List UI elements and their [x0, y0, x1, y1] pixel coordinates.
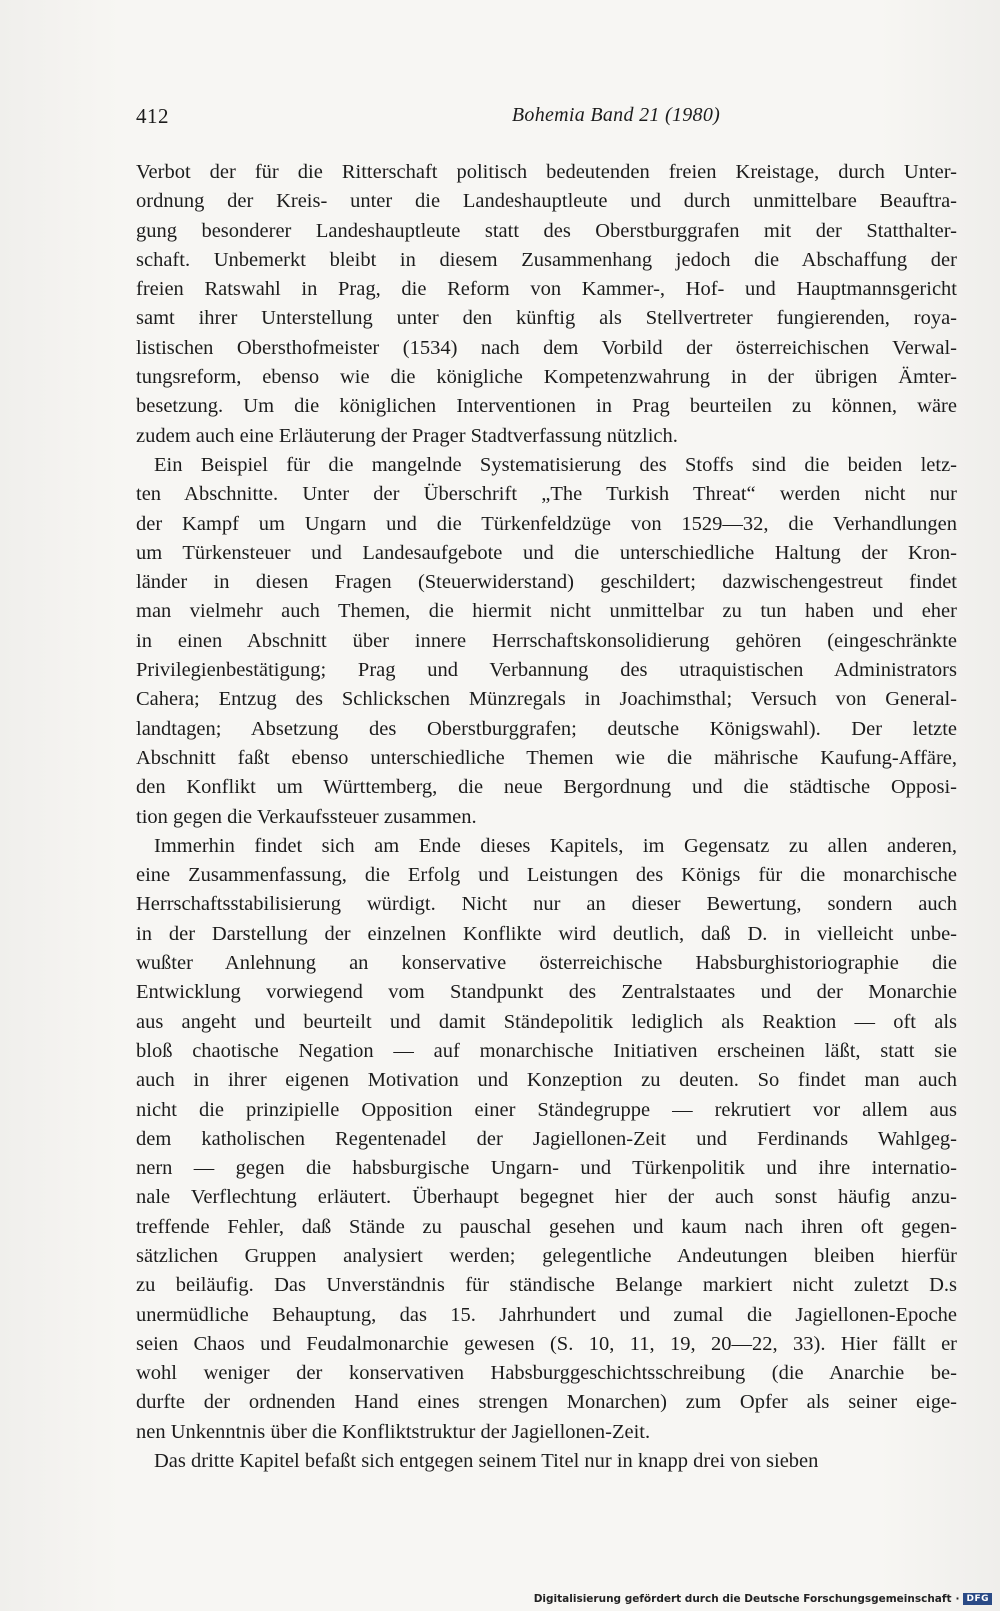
text-line: Herrschaftsstabilisierung würdigt. Nicht nur an dieser Bewertung, sondern auch — [136, 893, 957, 916]
text-line: wohl weniger der konservativen Habsburggeschichtsschreibung (die Anarchie be- — [136, 1362, 957, 1385]
text-line: besetzung. Um die königlichen Interventionen in Prag beurteilen zu können, wäre — [136, 395, 957, 418]
text-line: samt ihrer Unterstellung unter den künftig als Stellvertreter fungierenden, roya- — [136, 307, 957, 330]
text-line: sätzlichen Gruppen analysiert werden; gelegentliche Andeutungen bleiben hierfür — [136, 1244, 957, 1267]
text-line: auch in ihrer eigenen Motivation und Konzeption zu deuten. So findet man auch — [136, 1069, 957, 1092]
footer-credit: Digitalisierung gefördert durch die Deutsche Forschungsgemeinschaft — [533, 1593, 952, 1605]
text-line: Das dritte Kapitel befaßt sich entgegen seinem Titel nur in knapp drei von sieben — [154, 1450, 819, 1473]
text-line: Verbot der für die Ritterschaft politisch bedeutenden freien Kreistage, durch Unter- — [136, 161, 957, 183]
text-line: nicht die prinzipielle Opposition einer Ständegruppe — rekrutiert vor allem aus — [136, 1098, 957, 1121]
text-line: nale Verflechtung erläutert. Überhaupt begegnet hier der auch sonst häufig anzu- — [136, 1186, 957, 1209]
text-line: landtagen; Absetzung des Oberstburggrafen; deutsche Königswahl). Der letzte — [136, 717, 957, 740]
text-line: gung besonderer Landeshauptleute statt des Oberstburggrafen mit der Statthalter- — [136, 219, 957, 242]
text-line: durfte der ordnenden Hand eines strengen Monarchen) zum Opfer als seiner eige- — [136, 1391, 957, 1414]
text-line: Immerhin findet sich am Ende dieses Kapitels, im Gegensatz zu allen anderen, — [154, 834, 957, 857]
text-line: dem katholischen Regentenadel der Jagiellonen-Zeit und Ferdinands Wahlgeg- — [136, 1127, 957, 1150]
text-line: zu beiläufig. Das Unverständnis für ständische Belange markiert nicht zuletzt D.s — [136, 1274, 957, 1297]
text-line: Privilegienbestätigung; Prag und Verbannung des utraquistischen Administrators — [136, 659, 957, 682]
page-number: 412 — [136, 104, 169, 128]
paragraph — [136, 158, 957, 451]
text-line: tungsreform, ebenso wie die königliche Kompetenzwahrung in der übrigen Ämter- — [136, 366, 957, 389]
text-line: aus angeht und beurteilt und damit Ständepolitik lediglich als Reaktion — oft als — [136, 1010, 957, 1033]
text-line: in einen Abschnitt über innere Herrschaftskonsolidierung gehören (eingeschränkte — [136, 629, 957, 652]
text-line: der Kampf um Ungarn und die Türkenfeldzüge von 1529—32, die Verhandlungen — [136, 512, 957, 535]
text-line: freien Ratswahl in Prag, die Reform von Kammer-, Hof- und Hauptmannsgericht — [136, 278, 957, 301]
text-line: nen Unkenntnis über die Konfliktstruktur der Jagiellonen-Zeit. — [136, 1420, 651, 1443]
text-line: länder in diesen Fragen (Steuerwiderstand) geschildert; dazwischengestreut findet — [136, 571, 957, 594]
text-line: seien Chaos und Feudalmonarchie gewesen (S. 10, 11, 19, 20—22, 33). Hier fällt er — [136, 1332, 957, 1355]
paragraph — [136, 1447, 957, 1476]
text-line: eine Zusammenfassung, die Erfolg und Leistungen des Königs für die monarchische — [136, 864, 957, 887]
text-line: Ein Beispiel für die mangelnde Systematisierung des Stoffs sind die beiden letz- — [154, 453, 957, 476]
text-line: zudem auch eine Erläuterung der Prager Stadtverfassung nützlich. — [136, 424, 678, 447]
footer-separator: · — [955, 1593, 960, 1605]
text-line: unermüdliche Behauptung, das 15. Jahrhundert und zumal die Jagiellonen-Epoche — [136, 1303, 957, 1326]
text-line: Cahera; Entzug des Schlickschen Münzregals in Joachimsthal; Versuch von General- — [136, 688, 957, 711]
text-line: nern — gegen die habsburgische Ungarn- und Türkenpolitik und ihre internatio- — [136, 1157, 957, 1180]
text-line: listischen Obersthofmeister (1534) nach dem Vorbild der österreichischen Verwal- — [136, 336, 957, 359]
dfg-logo-icon: DFG — [963, 1593, 992, 1605]
text-line: in der Darstellung der einzelnen Konflikte wird deutlich, daß D. in vielleicht unbe- — [136, 922, 957, 945]
text-line: ordnung der Kreis- unter die Landeshauptleute und durch unmittelbare Beauftra- — [136, 190, 957, 213]
text-line: Entwicklung vorwiegend vom Standpunkt des Zentralstaates und der Monarchie — [136, 981, 957, 1004]
text-line: ten Abschnitte. Unter der Überschrift „The Turkish Threat“ werden nicht nur — [136, 483, 957, 506]
running-title: Bohemia Band 21 (1980) — [511, 104, 721, 126]
page-header — [136, 104, 956, 134]
text-line: bloß chaotische Negation — auf monarchische Initiativen erscheinen läßt, statt sie — [136, 1039, 957, 1062]
text-line: treffende Fehler, daß Stände zu pauschal gesehen und kaum nach ihren oft gegen- — [136, 1215, 957, 1238]
text-line: Abschnitt faßt ebenso unterschiedliche Themen wie die mährische Kaufung-Affäre, — [136, 746, 957, 769]
text-line: man vielmehr auch Themen, die hiermit nicht unmittelbar zu tun haben und eher — [136, 600, 957, 623]
paragraph — [136, 451, 957, 832]
text-line: den Konflikt um Württemberg, die neue Bergordnung und die städtische Opposi- — [136, 776, 957, 799]
text-line: um Türkensteuer und Landesaufgebote und die unterschiedliche Haltung der Kron- — [136, 541, 957, 564]
body-text — [136, 158, 957, 1476]
text-line: wußter Anlehnung an konservative österreichische Habsburghistoriographie die — [136, 952, 957, 975]
digitization-footer — [534, 1591, 992, 1607]
text-line: tion gegen die Verkaufssteuer zusammen. — [136, 805, 477, 828]
text-line: schaft. Unbemerkt bleibt in diesem Zusammenhang jedoch die Abschaffung der — [136, 248, 957, 271]
paragraph — [136, 832, 957, 1447]
